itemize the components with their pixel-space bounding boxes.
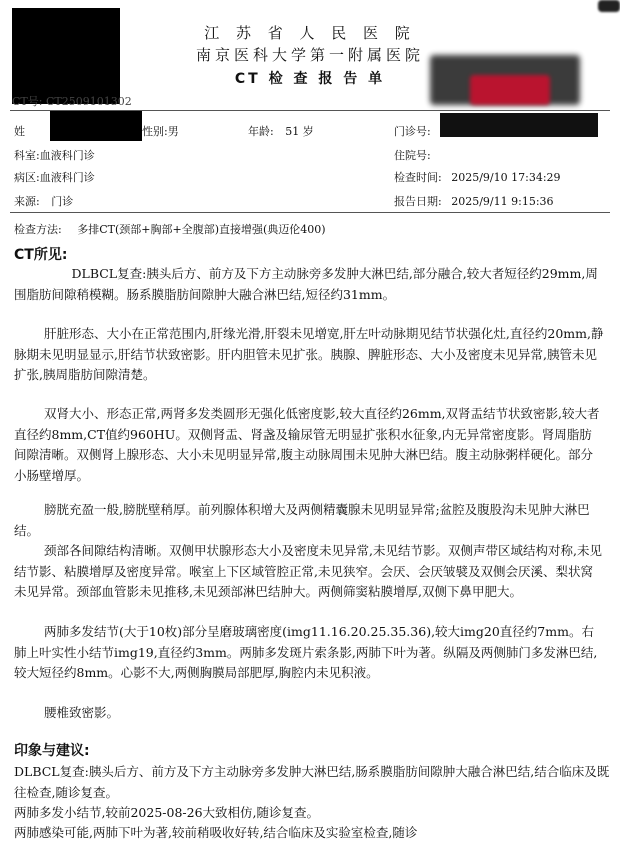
method-label: 检查方法:	[14, 223, 62, 236]
ward-value: 血液科门诊	[39, 171, 95, 184]
findings-paragraph-3: 双肾大小、形态正常,两肾多发类圆形无强化低密度影,较大直径约26mm,双肾盂结节状致密影,较大者直径约8mm,CT值约960HU。双侧肾盂、肾盏及输尿管无明显扩张积水征象,内无异常密度影。肾周脂肪间隙清晰。双侧肾上腺形态、大小未见明显异常,腹主动脉周围未见肿大淋巴结。腹主动脉粥样硬化。部分小肠壁增厚。	[14, 406, 600, 483]
name-label: 姓	[14, 125, 25, 138]
source-label: 来源:	[14, 195, 40, 208]
dept-label: 科室:	[14, 149, 40, 162]
exam-time-field	[394, 169, 561, 185]
impression-title: 印象与建议:	[14, 743, 90, 759]
exam-time-label: 检查时间:	[394, 171, 442, 184]
clinic-no-label: 门诊号:	[394, 125, 431, 138]
redaction-name	[50, 111, 142, 141]
ct-no-row	[12, 93, 132, 109]
findings-paragraph-5: 颈部各间隙结构清晰。双侧甲状腺形态大小及密度未见异常,未见结节影。双侧声带区域结构对称,未见结节影、粘膜增厚及密度异常。喉室上下区域管腔正常,未见狭窄。会厌、会厌皱襞及双侧会厌溪、梨状窝未见异常。颈部血管影未见推移,未见颈部淋巴结肿大。两侧筛窦粘膜增厚,双侧下鼻甲肥大。	[14, 543, 602, 599]
method-value: 多排CT(颈部+胸部+全腹部)直接增强(典迈伦400)	[77, 223, 326, 236]
impression-paragraph-1: DLBCL复查:胰头后方、前方及下方主动脉旁多发肿大淋巴结,肠系膜脂肪间隙肿大融合淋巴结,结合临床及既往检查,随诊复查。	[14, 764, 610, 800]
ward-label: 病区:	[14, 171, 40, 184]
sex-label: 性别:	[142, 125, 168, 138]
redaction-clinic-no	[440, 113, 598, 137]
hospital-name: 江 苏 省 人 民 医 院	[204, 24, 416, 42]
dept-field	[14, 147, 95, 163]
findings-paragraph-6: 两肺多发结节(大于10枚)部分呈磨玻璃密度(img11.16.20.25.35.36),较大img20直径约7mm。右肺上叶实性小结节img19,直径约3mm。两肺多发斑片索条影,两肺下叶为著。纵隔及两侧肺门多发淋巴结,较大短径约8mm。心影不大,两侧胸膜局部肥厚,胸腔内未见积液。	[14, 624, 598, 680]
impression-paragraph-3: 两肺感染可能,两肺下叶为著,较前稍吸收好转,结合临床及实验室检查,随诊	[14, 825, 418, 840]
info-rule	[10, 212, 610, 213]
findings-paragraph-2: 肝脏形态、大小在正常范围内,肝缘光滑,肝裂未见增宽,肝左叶动脉期见结节状强化灶,直径约20mm,静脉期未见明显显示,肝结节状致密影。肝内胆管未见扩张。胰腺、脾脏形态、大小及密度未见异常,胰管未见扩张,胰周脂肪间隙清楚。	[14, 326, 604, 382]
age-label: 年龄:	[248, 125, 274, 138]
report-title: CT 检 查 报 告 单	[234, 71, 386, 87]
findings-paragraph-7: 腰椎致密影。	[44, 705, 120, 720]
dept-value: 血液科门诊	[39, 149, 95, 162]
age-field	[248, 123, 314, 139]
source-value: 门诊	[51, 195, 74, 208]
ward-field	[14, 169, 95, 185]
age-value: 51 岁	[285, 125, 314, 138]
ct-no-value: CT2509101302	[45, 95, 132, 108]
inpatient-no-label: 住院号:	[394, 149, 431, 162]
method-row	[14, 221, 326, 237]
report-date-label: 报告日期:	[394, 195, 442, 208]
findings-paragraph-4: 膀胱充盈一般,膀胱壁稍厚。前列腺体积增大及两侧精囊腺未见明显异常;盆腔及腹股沟未见肿大淋巴结。	[14, 502, 590, 538]
university-name: 南京医科大学第一附属医院	[195, 46, 424, 64]
sex-value: 男	[167, 125, 179, 138]
report-date-field	[394, 193, 554, 209]
findings-paragraph-1: DLBCL复查:胰头后方、前方及下方主动脉旁多发肿大淋巴结,部分融合,较大者短径约29mm,周围脂肪间隙稍模糊。肠系膜脂肪间隙肿大融合淋巴结,短径约31mm。	[14, 266, 598, 302]
source-field	[14, 193, 73, 209]
redaction-corner	[598, 0, 620, 12]
impression-paragraph-2: 两肺多发小结节,较前2025-08-26大致相仿,随诊复查。	[14, 805, 320, 820]
sex-field	[142, 123, 179, 139]
findings-title: CT所见:	[14, 247, 68, 263]
ct-no-label: CT号:	[12, 95, 43, 108]
report-date-value: 2025/9/11 9:15:36	[451, 195, 554, 208]
exam-time-value: 2025/9/10 17:34:29	[451, 171, 561, 184]
